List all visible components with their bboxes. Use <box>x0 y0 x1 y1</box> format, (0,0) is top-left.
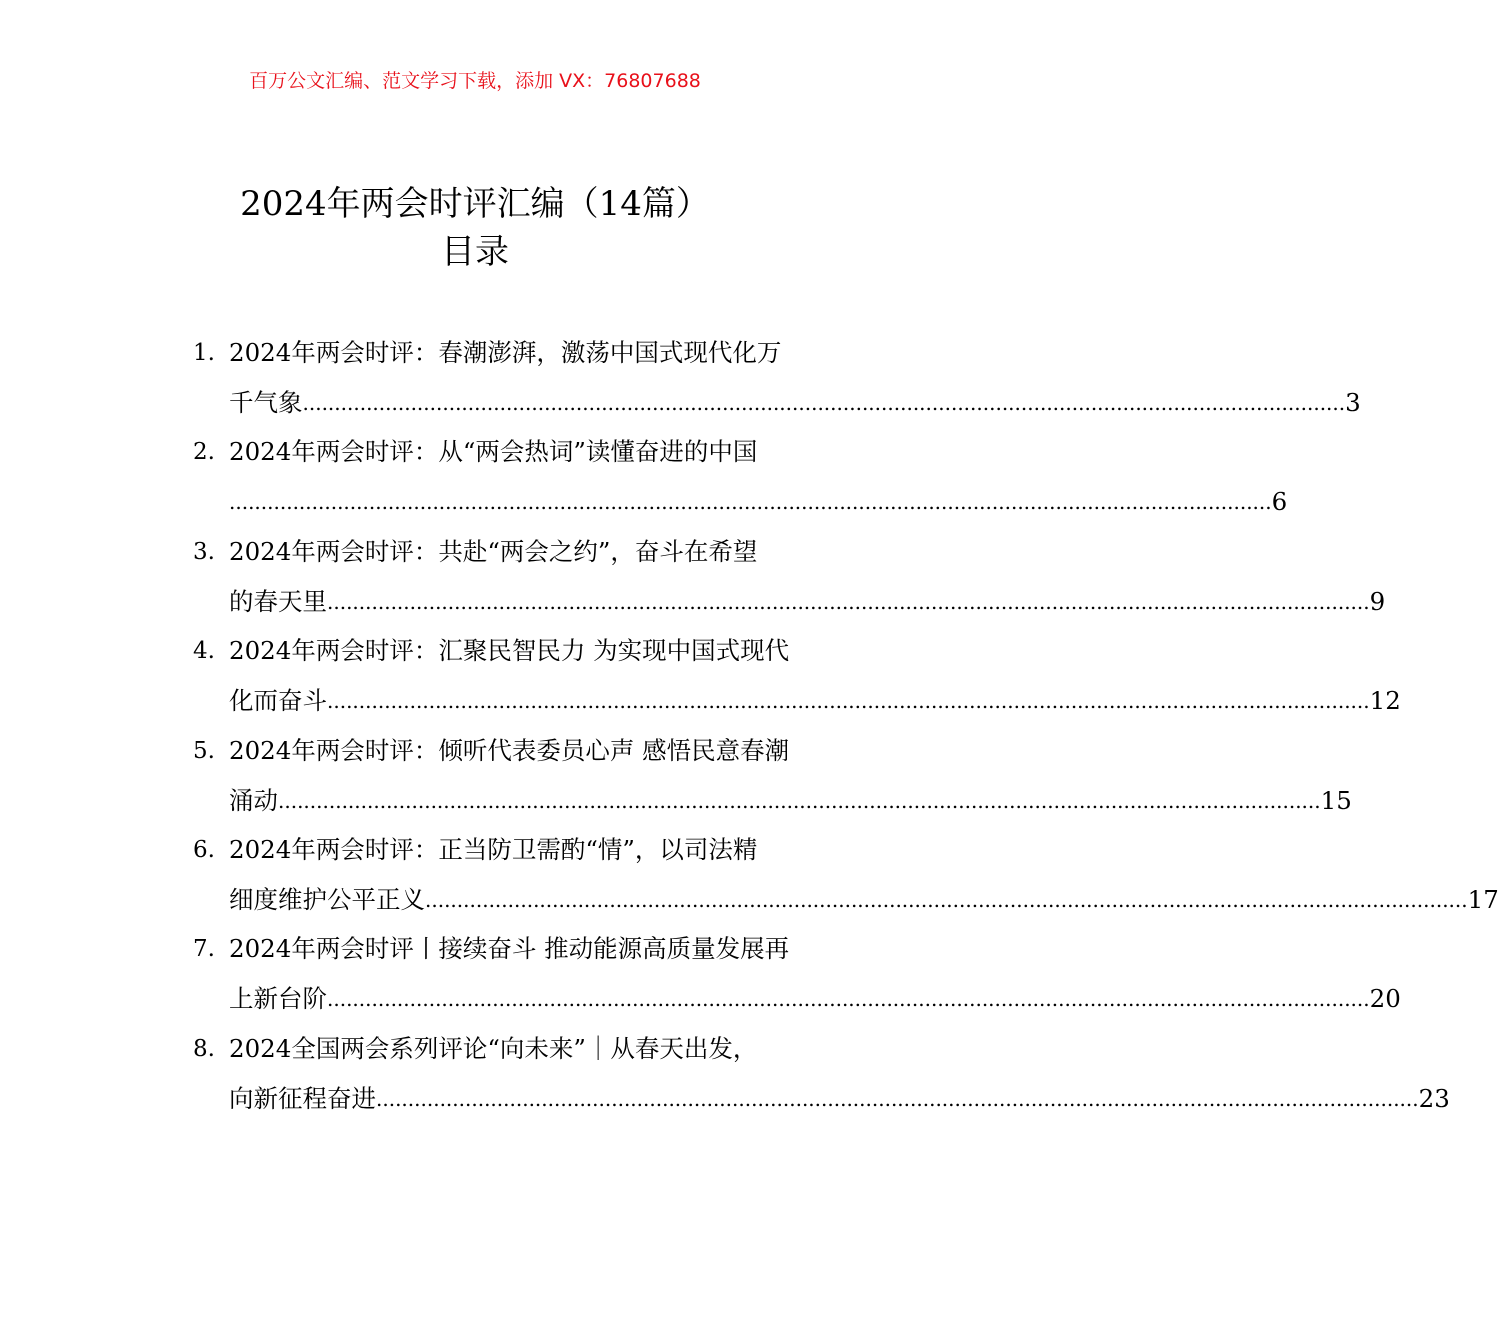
toc-title-line1[interactable]: 2024年两会时评：共赴“两会之约”，奋斗在希望 <box>229 536 758 566</box>
toc-title-line1[interactable]: 2024年两会时评：倾听代表委员心声 感悟民意春潮 <box>229 735 790 765</box>
toc-page-number[interactable]: 20 <box>1369 984 1401 1014</box>
toc-entry-6[interactable] <box>0 825 1499 924</box>
toc-title-line2[interactable]: 的春天里 <box>229 586 327 616</box>
toc-page-number[interactable]: 9 <box>1369 586 1386 616</box>
toc-entry-8[interactable] <box>0 1024 1450 1123</box>
toc-title-line2-row <box>229 1074 1450 1124</box>
toc-title-line2[interactable]: 上新台阶 <box>229 984 327 1014</box>
toc-leader-dots: .................................................................................................................................................................... <box>278 788 1321 813</box>
toc-leader-dots: .................................................................................................................................................................... <box>302 391 1346 415</box>
toc-number: 4. <box>193 638 215 665</box>
toc-entry-5[interactable] <box>0 726 1352 825</box>
toc-title-line1[interactable]: 2024年两会时评：从“两会热词”读懂奋进的中国 <box>229 437 758 467</box>
toc-number: 6. <box>193 836 215 863</box>
toc-page-number[interactable]: 23 <box>1418 1083 1450 1113</box>
toc-entry-3[interactable] <box>0 527 1386 626</box>
toc-number: 3. <box>193 538 215 565</box>
toc-number: 2. <box>193 439 215 466</box>
toc-page-number[interactable]: 15 <box>1320 785 1352 815</box>
header-watermark-text: 百万公文汇编、范文学习下载，添加 VX：76807688 <box>249 70 701 92</box>
toc-title-line1[interactable]: 2024年两会时评：春潮澎湃，激荡中国式现代化万 <box>229 338 782 367</box>
toc-entry-4[interactable] <box>0 626 1401 725</box>
toc-title-line2[interactable]: 千气象 <box>229 388 303 417</box>
toc-number: 8. <box>193 1035 215 1062</box>
toc-entry-2[interactable] <box>0 427 1288 526</box>
toc-leader-dots: .................................................................................................................................................................... <box>425 887 1468 912</box>
toc-leader-dots: .................................................................................................................................................................... <box>376 1086 1419 1111</box>
toc-number: 7. <box>193 936 215 963</box>
toc-leader-dots: .................................................................................................................................................................... <box>327 589 1370 614</box>
toc-heading: 目录 <box>441 232 509 272</box>
toc-title-line1[interactable]: 2024年两会时评丨接续奋斗 推动能源高质量发展再 <box>229 934 790 964</box>
toc-title-line1[interactable]: 2024年两会时评：正当防卫需酌“情”，以司法精 <box>229 834 758 864</box>
toc-entry-7[interactable] <box>0 924 1401 1023</box>
toc-title-line2[interactable]: 向新征程奋进 <box>229 1083 376 1113</box>
document-title: 2024年两会时评汇编（14篇） <box>240 184 710 224</box>
table-of-contents <box>0 328 1499 1123</box>
toc-page-number[interactable]: 12 <box>1369 686 1401 716</box>
toc-title-line2-row <box>229 974 1401 1024</box>
toc-title-line2-row <box>229 676 1401 726</box>
toc-page-number[interactable]: 3 <box>1345 388 1361 417</box>
toc-title-line2[interactable]: 细度维护公平正义 <box>229 884 425 914</box>
toc-entry-1[interactable] <box>0 328 1361 427</box>
toc-title-line2[interactable]: 涌动 <box>229 785 278 815</box>
toc-leader-dots: .................................................................................................................................................................... <box>229 490 1272 515</box>
toc-title-line2-row <box>229 776 1352 826</box>
toc-leader-dots: .................................................................................................................................................................... <box>327 689 1370 714</box>
toc-leader-dots: .................................................................................................................................................................... <box>327 987 1370 1012</box>
toc-title-line2-row <box>229 477 1288 527</box>
toc-page-number[interactable]: 6 <box>1271 487 1288 517</box>
toc-title-line2-row <box>229 577 1386 627</box>
toc-page-number[interactable]: 17 <box>1467 884 1499 914</box>
toc-title-line2-row <box>229 875 1499 925</box>
toc-title-line1[interactable]: 2024年两会时评：汇聚民智民力 为实现中国式现代 <box>229 636 790 666</box>
toc-title-line2[interactable]: 化而奋斗 <box>229 686 327 716</box>
toc-title-line2-row <box>229 378 1361 428</box>
toc-title-line1[interactable]: 2024全国两会系列评论“向未来”｜从春天出发， <box>229 1033 758 1063</box>
toc-number: 1. <box>193 340 215 366</box>
toc-number: 5. <box>193 737 215 764</box>
